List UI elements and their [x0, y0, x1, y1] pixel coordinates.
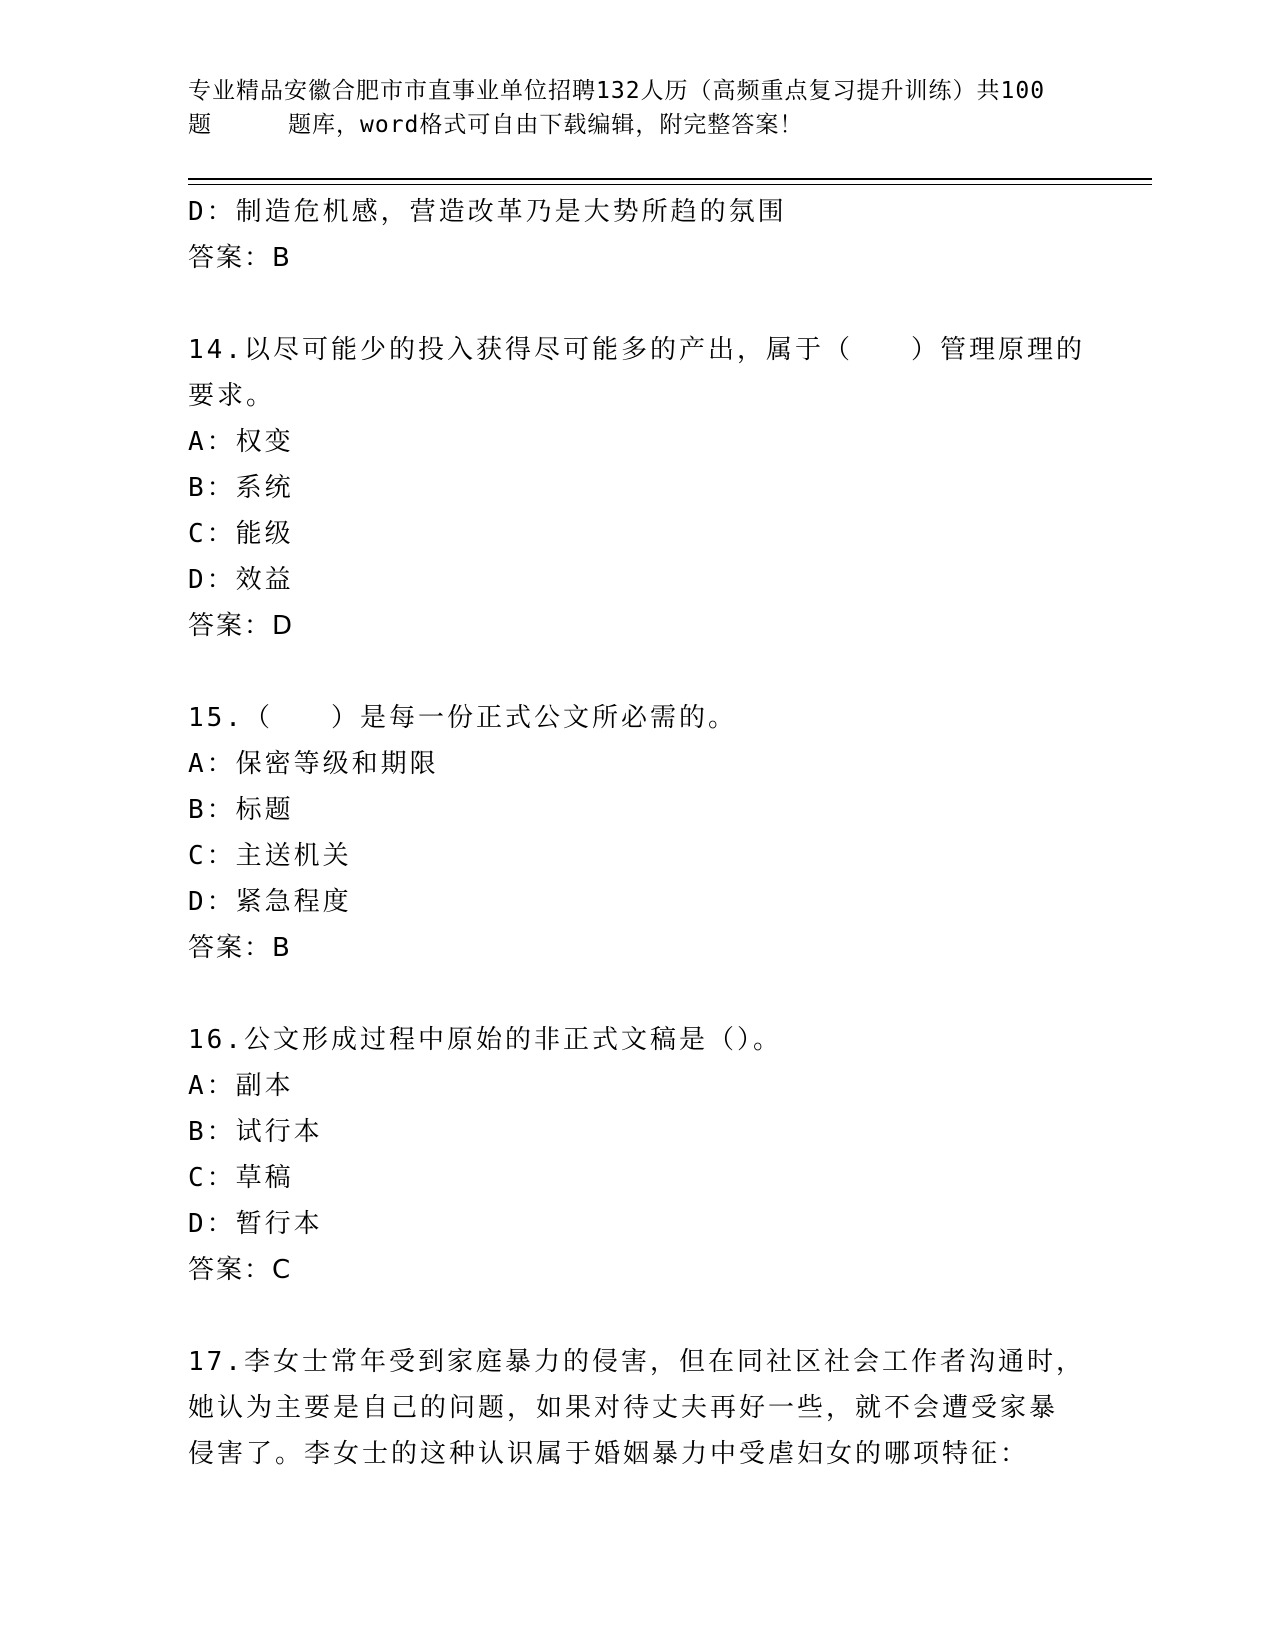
question-stem: 她认为主要是自己的问题，如果对待丈夫再好一些，就不会遭受家暴 [188, 1393, 1059, 1423]
question-stem: 15.（ ）是每一份正式公文所必需的。 [188, 703, 737, 733]
document-header [188, 74, 1088, 142]
option-b: B：系统 [188, 473, 294, 503]
option-c: C：草稿 [188, 1163, 294, 1193]
option-b: B：标题 [188, 795, 294, 825]
prev-option-d: D：制造危机感，营造改革乃是大势所趋的氛围 [188, 197, 787, 227]
question-stem: 14.以尽可能少的投入获得尽可能多的产出，属于（ ）管理原理的 [188, 335, 1085, 365]
header-line1: 专业精品安徽合肥市市直事业单位招聘132人历（高频重点复习提升训练）共100 [188, 78, 1046, 104]
option-d: D：暂行本 [188, 1209, 323, 1239]
option-d: D：紧急程度 [188, 887, 352, 917]
option-a: A：副本 [188, 1071, 294, 1101]
question-stem: 要求。 [188, 381, 276, 411]
question-16 [188, 1017, 1088, 1293]
header-line2: 题 题库，word格式可自由下载编辑，附完整答案！ [188, 112, 804, 138]
question-stem: 17.李女士常年受到家庭暴力的侵害，但在同社区社会工作者沟通时， [188, 1347, 1085, 1377]
option-b: B：试行本 [188, 1117, 323, 1147]
prev-answer: 答案：B [188, 243, 292, 273]
question-17 [188, 1339, 1088, 1477]
answer: 答案：C [188, 1255, 293, 1285]
option-c: C：能级 [188, 519, 294, 549]
question-stem: 16.公文形成过程中原始的非正式文稿是（）。 [188, 1025, 782, 1055]
option-a: A：权变 [188, 427, 294, 457]
header-divider-thick [188, 178, 1152, 180]
header-divider-thin [188, 184, 1152, 185]
option-d: D：效益 [188, 565, 294, 595]
answer: 答案：B [188, 933, 292, 963]
question-list [188, 189, 1088, 1477]
option-a: A：保密等级和期限 [188, 749, 439, 779]
question-14 [188, 327, 1088, 649]
question-stem: 侵害了。李女士的这种认识属于婚姻暴力中受虐妇女的哪项特征： [188, 1439, 1030, 1469]
question-15 [188, 695, 1088, 971]
option-c: C：主送机关 [188, 841, 352, 871]
answer: 答案：D [188, 611, 295, 641]
